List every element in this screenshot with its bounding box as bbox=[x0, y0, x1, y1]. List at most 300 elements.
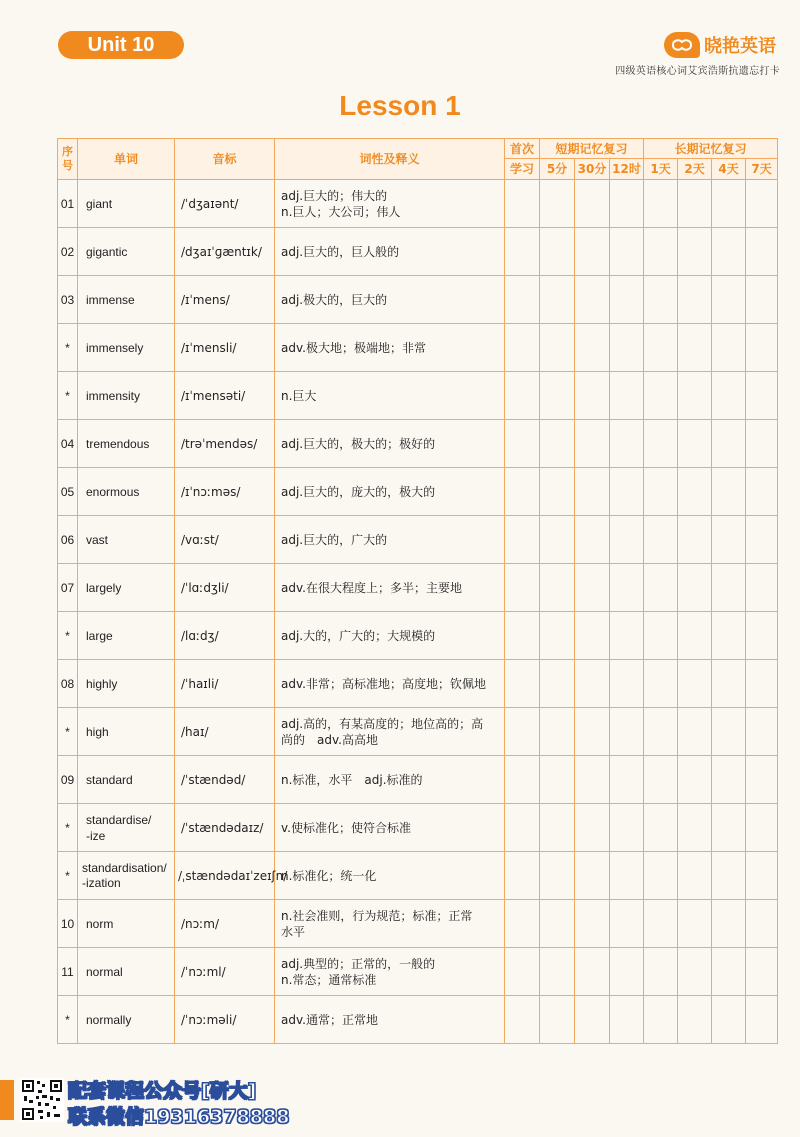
checkin-cell[interactable] bbox=[575, 612, 610, 660]
checkin-cell[interactable] bbox=[712, 900, 746, 948]
checkin-cell[interactable] bbox=[678, 852, 712, 900]
definition-line: adj.典型的；正常的，一般的 bbox=[281, 956, 436, 971]
checkin-cell[interactable] bbox=[746, 948, 778, 996]
checkin-cell[interactable] bbox=[505, 228, 540, 276]
checkin-cell[interactable] bbox=[575, 372, 610, 420]
checkin-cell[interactable] bbox=[678, 660, 712, 708]
checkin-cell[interactable] bbox=[644, 804, 678, 852]
table-row bbox=[58, 180, 778, 228]
table-row bbox=[58, 564, 778, 612]
checkin-cell[interactable] bbox=[746, 804, 778, 852]
definition-line: adv.极大地；极端地；非常 bbox=[281, 340, 426, 355]
word-text: enormous bbox=[86, 484, 140, 499]
checkin-cell[interactable] bbox=[610, 324, 644, 372]
row-number: 02 bbox=[58, 228, 78, 276]
checkin-cell[interactable] bbox=[575, 708, 610, 756]
definition-line: n.巨人；大公司；伟人 bbox=[281, 204, 401, 219]
checkin-cell[interactable] bbox=[746, 516, 778, 564]
row-phonetic: /dʒaɪˈɡæntɪk/ bbox=[175, 228, 275, 276]
checkin-cell[interactable] bbox=[575, 756, 610, 804]
definition-line: 尚的 adv.高高地 bbox=[281, 732, 378, 747]
checkin-cell[interactable] bbox=[540, 660, 575, 708]
row-word bbox=[78, 804, 175, 852]
row-number: 11 bbox=[58, 948, 78, 996]
checkin-cell[interactable] bbox=[575, 180, 610, 228]
checkin-cell[interactable] bbox=[712, 852, 746, 900]
checkin-cell[interactable] bbox=[644, 756, 678, 804]
row-definition bbox=[275, 468, 505, 516]
row-phonetic: /ˈdʒaɪənt/ bbox=[175, 180, 275, 228]
table-row bbox=[58, 804, 778, 852]
word-text: largely bbox=[86, 580, 122, 595]
checkin-cell[interactable] bbox=[540, 324, 575, 372]
checkin-cell[interactable] bbox=[712, 804, 746, 852]
definition-line: n.标准，水平 adj.标准的 bbox=[281, 772, 423, 787]
definition-line: adv.在很大程度上；多半；主要地 bbox=[281, 580, 462, 595]
checkin-cell[interactable] bbox=[746, 420, 778, 468]
checkin-cell[interactable] bbox=[505, 948, 540, 996]
unit-badge: Unit 10 bbox=[58, 31, 184, 59]
speech-bubble-logo-icon bbox=[664, 32, 700, 58]
table-row bbox=[58, 420, 778, 468]
row-phonetic: /ˈstændədaɪz/ bbox=[175, 804, 275, 852]
row-phonetic: /ɪˈnɔːməs/ bbox=[175, 468, 275, 516]
checkin-cell[interactable] bbox=[712, 516, 746, 564]
checkin-cell[interactable] bbox=[678, 948, 712, 996]
table-row bbox=[58, 276, 778, 324]
row-word bbox=[78, 612, 175, 660]
row-word bbox=[78, 468, 175, 516]
checkin-cell[interactable] bbox=[540, 228, 575, 276]
row-word bbox=[78, 180, 175, 228]
checkin-cell[interactable] bbox=[540, 948, 575, 996]
vocab-body bbox=[58, 180, 778, 1044]
definition-line: adj.巨大的；伟大的 bbox=[281, 188, 388, 203]
row-definition bbox=[275, 948, 505, 996]
word-text: normal bbox=[86, 964, 123, 979]
footer-promo-line1: 配套课程公众号[研大] bbox=[68, 1080, 257, 1102]
checkin-cell[interactable] bbox=[678, 228, 712, 276]
table-row bbox=[58, 660, 778, 708]
checkin-cell[interactable] bbox=[746, 756, 778, 804]
header-long-col: 2天 bbox=[678, 159, 712, 180]
checkin-cell[interactable] bbox=[575, 996, 610, 1044]
row-word bbox=[78, 900, 175, 948]
checkin-cell[interactable] bbox=[644, 420, 678, 468]
checkin-cell[interactable] bbox=[610, 516, 644, 564]
checkin-cell[interactable] bbox=[575, 564, 610, 612]
checkin-cell[interactable] bbox=[610, 756, 644, 804]
checkin-cell[interactable] bbox=[712, 276, 746, 324]
header-short-term: 短期记忆复习 bbox=[540, 139, 644, 159]
row-phonetic: /ˈhaɪli/ bbox=[175, 660, 275, 708]
row-number: 01 bbox=[58, 180, 78, 228]
checkin-cell[interactable] bbox=[575, 228, 610, 276]
vocab-table bbox=[57, 138, 778, 1044]
row-phonetic: /ɪˈmensəti/ bbox=[175, 372, 275, 420]
checkin-cell[interactable] bbox=[610, 180, 644, 228]
row-word bbox=[78, 372, 175, 420]
table-row bbox=[58, 900, 778, 948]
checkin-cell[interactable] bbox=[540, 564, 575, 612]
row-definition bbox=[275, 324, 505, 372]
checkin-cell[interactable] bbox=[644, 468, 678, 516]
checkin-cell[interactable] bbox=[575, 900, 610, 948]
row-definition bbox=[275, 516, 505, 564]
checkin-cell[interactable] bbox=[644, 228, 678, 276]
checkin-cell[interactable] bbox=[505, 756, 540, 804]
header-long-col: 4天 bbox=[712, 159, 746, 180]
checkin-cell[interactable] bbox=[712, 228, 746, 276]
checkin-cell[interactable] bbox=[678, 468, 712, 516]
checkin-cell[interactable] bbox=[712, 420, 746, 468]
checkin-cell[interactable] bbox=[746, 276, 778, 324]
row-number: 04 bbox=[58, 420, 78, 468]
checkin-cell[interactable] bbox=[610, 468, 644, 516]
checkin-cell[interactable] bbox=[540, 420, 575, 468]
checkin-cell[interactable] bbox=[505, 612, 540, 660]
checkin-cell[interactable] bbox=[540, 276, 575, 324]
row-definition bbox=[275, 228, 505, 276]
checkin-cell[interactable] bbox=[746, 468, 778, 516]
word-text: standard bbox=[86, 772, 133, 787]
row-definition bbox=[275, 372, 505, 420]
table-row bbox=[58, 948, 778, 996]
checkin-cell[interactable] bbox=[540, 468, 575, 516]
checkin-cell[interactable] bbox=[746, 180, 778, 228]
checkin-cell[interactable] bbox=[678, 900, 712, 948]
checkin-cell[interactable] bbox=[610, 852, 644, 900]
checkin-cell[interactable] bbox=[540, 756, 575, 804]
header-long-term: 长期记忆复习 bbox=[644, 139, 778, 159]
checkin-cell[interactable] bbox=[746, 564, 778, 612]
definition-line: n.标准化；统一化 bbox=[281, 868, 377, 883]
row-definition bbox=[275, 564, 505, 612]
checkin-cell[interactable] bbox=[644, 180, 678, 228]
row-number: * bbox=[58, 612, 78, 660]
row-word bbox=[78, 420, 175, 468]
checkin-cell[interactable] bbox=[575, 276, 610, 324]
checkin-cell[interactable] bbox=[505, 660, 540, 708]
row-definition bbox=[275, 420, 505, 468]
definition-line: 水平 bbox=[281, 924, 306, 939]
word-text: immense bbox=[86, 292, 135, 307]
qr-code-icon bbox=[20, 1078, 64, 1122]
checkin-cell[interactable] bbox=[540, 372, 575, 420]
row-phonetic: /haɪ/ bbox=[175, 708, 275, 756]
checkin-cell[interactable] bbox=[505, 996, 540, 1044]
checkin-cell[interactable] bbox=[575, 516, 610, 564]
row-word bbox=[78, 708, 175, 756]
checkin-cell[interactable] bbox=[610, 660, 644, 708]
checkin-cell[interactable] bbox=[678, 612, 712, 660]
checkin-cell[interactable] bbox=[678, 804, 712, 852]
checkin-cell[interactable] bbox=[746, 660, 778, 708]
word-text: immensity bbox=[86, 388, 141, 403]
checkin-cell[interactable] bbox=[575, 324, 610, 372]
header-first-sub: 学习 bbox=[505, 159, 540, 180]
word-text: gigantic bbox=[86, 244, 128, 259]
checkin-cell[interactable] bbox=[540, 180, 575, 228]
checkin-cell[interactable] bbox=[505, 276, 540, 324]
checkin-cell[interactable] bbox=[575, 420, 610, 468]
checkin-cell[interactable] bbox=[540, 900, 575, 948]
row-definition bbox=[275, 612, 505, 660]
row-definition bbox=[275, 804, 505, 852]
checkin-cell[interactable] bbox=[644, 612, 678, 660]
page-subtitle: 四级英语核心词艾宾浩斯抗遗忘打卡 bbox=[615, 66, 780, 77]
word-text: vast bbox=[86, 532, 109, 547]
checkin-cell[interactable] bbox=[644, 516, 678, 564]
header-word: 单词 bbox=[78, 139, 175, 180]
checkin-cell[interactable] bbox=[644, 852, 678, 900]
checkin-cell[interactable] bbox=[746, 612, 778, 660]
row-word bbox=[78, 276, 175, 324]
checkin-cell[interactable] bbox=[505, 468, 540, 516]
word-text: immensely bbox=[86, 340, 144, 355]
row-definition bbox=[275, 276, 505, 324]
checkin-cell[interactable] bbox=[712, 756, 746, 804]
table-row bbox=[58, 996, 778, 1044]
word-text: standardisation/ bbox=[82, 860, 167, 875]
row-number: * bbox=[58, 852, 78, 900]
checkin-cell[interactable] bbox=[505, 420, 540, 468]
checkin-cell[interactable] bbox=[678, 324, 712, 372]
word-text-variant: -ization bbox=[82, 875, 121, 890]
row-word bbox=[78, 996, 175, 1044]
row-phonetic: /vɑːst/ bbox=[175, 516, 275, 564]
checkin-cell[interactable] bbox=[644, 276, 678, 324]
word-text: highly bbox=[86, 676, 118, 691]
row-number: * bbox=[58, 804, 78, 852]
checkin-cell[interactable] bbox=[746, 708, 778, 756]
row-definition bbox=[275, 756, 505, 804]
definition-line: v.使标准化；使符合标准 bbox=[281, 820, 411, 835]
checkin-cell[interactable] bbox=[644, 660, 678, 708]
checkin-cell[interactable] bbox=[712, 996, 746, 1044]
checkin-cell[interactable] bbox=[610, 948, 644, 996]
checkin-cell[interactable] bbox=[540, 612, 575, 660]
header-definition: 词性及释义 bbox=[275, 139, 505, 180]
checkin-cell[interactable] bbox=[678, 420, 712, 468]
row-number: 06 bbox=[58, 516, 78, 564]
checkin-cell[interactable] bbox=[644, 372, 678, 420]
checkin-cell[interactable] bbox=[712, 564, 746, 612]
checkin-cell[interactable] bbox=[712, 468, 746, 516]
checkin-cell[interactable] bbox=[678, 996, 712, 1044]
checkin-cell[interactable] bbox=[746, 228, 778, 276]
definition-line: adj.大的，广大的；大规模的 bbox=[281, 628, 436, 643]
word-text: high bbox=[86, 724, 109, 739]
table-row bbox=[58, 228, 778, 276]
row-phonetic: /ˌstændədaɪˈzeɪʃn/ bbox=[175, 852, 275, 900]
row-word bbox=[78, 516, 175, 564]
checkin-cell[interactable] bbox=[678, 708, 712, 756]
table-row bbox=[58, 372, 778, 420]
header-long-col: 1天 bbox=[644, 159, 678, 180]
checkin-cell[interactable] bbox=[610, 372, 644, 420]
table-row bbox=[58, 516, 778, 564]
checkin-cell[interactable] bbox=[746, 996, 778, 1044]
checkin-cell[interactable] bbox=[540, 708, 575, 756]
definition-line: adv.非常；高标准地；高度地；钦佩地 bbox=[281, 676, 486, 691]
page-edge-tab bbox=[0, 1080, 14, 1120]
row-number: * bbox=[58, 372, 78, 420]
checkin-cell[interactable] bbox=[610, 564, 644, 612]
checkin-cell[interactable] bbox=[505, 180, 540, 228]
row-word bbox=[78, 228, 175, 276]
header-phonetic: 音标 bbox=[175, 139, 275, 180]
checkin-cell[interactable] bbox=[644, 708, 678, 756]
row-phonetic: /ɪˈmensli/ bbox=[175, 324, 275, 372]
checkin-cell[interactable] bbox=[746, 372, 778, 420]
checkin-cell[interactable] bbox=[712, 660, 746, 708]
word-text-variant: -ize bbox=[86, 828, 106, 843]
definition-line: adj.高的，有某高度的；地位高的；高 bbox=[281, 716, 484, 731]
header-first: 首次 bbox=[505, 139, 540, 159]
word-text: giant bbox=[86, 196, 113, 211]
definition-line: n.社会准则，行为规范；标准；正常 bbox=[281, 908, 473, 923]
checkin-cell[interactable] bbox=[505, 372, 540, 420]
footer-promo-line2: 联系微信19316378888 bbox=[68, 1106, 290, 1128]
row-number: 03 bbox=[58, 276, 78, 324]
word-text: tremendous bbox=[86, 436, 150, 451]
checkin-cell[interactable] bbox=[678, 756, 712, 804]
checkin-cell[interactable] bbox=[540, 804, 575, 852]
row-word bbox=[78, 852, 175, 900]
row-phonetic: /ɪˈmens/ bbox=[175, 276, 275, 324]
row-phonetic: /trəˈmendəs/ bbox=[175, 420, 275, 468]
checkin-cell[interactable] bbox=[505, 564, 540, 612]
checkin-cell[interactable] bbox=[540, 852, 575, 900]
checkin-cell[interactable] bbox=[678, 372, 712, 420]
row-phonetic: /lɑːdʒ/ bbox=[175, 612, 275, 660]
header-short-col: 30分 bbox=[575, 159, 610, 180]
checkin-cell[interactable] bbox=[678, 516, 712, 564]
checkin-cell[interactable] bbox=[540, 516, 575, 564]
definition-line: n.常态；通常标准 bbox=[281, 972, 377, 987]
checkin-cell[interactable] bbox=[644, 564, 678, 612]
checkin-cell[interactable] bbox=[575, 948, 610, 996]
row-definition bbox=[275, 852, 505, 900]
checkin-cell[interactable] bbox=[712, 708, 746, 756]
checkin-cell[interactable] bbox=[505, 324, 540, 372]
row-word bbox=[78, 660, 175, 708]
brand bbox=[664, 30, 776, 60]
checkin-cell[interactable] bbox=[712, 372, 746, 420]
row-word bbox=[78, 948, 175, 996]
row-word bbox=[78, 756, 175, 804]
row-word bbox=[78, 564, 175, 612]
checkin-cell[interactable] bbox=[644, 948, 678, 996]
checkin-cell[interactable] bbox=[746, 324, 778, 372]
row-definition bbox=[275, 708, 505, 756]
definition-line: adj.巨大的，极大的；极好的 bbox=[281, 436, 436, 451]
row-definition bbox=[275, 180, 505, 228]
checkin-cell[interactable] bbox=[610, 420, 644, 468]
checkin-cell[interactable] bbox=[644, 324, 678, 372]
definition-line: n.巨大 bbox=[281, 388, 317, 403]
word-text: standardise/ bbox=[86, 812, 152, 827]
checkin-cell[interactable] bbox=[610, 708, 644, 756]
checkin-cell[interactable] bbox=[712, 180, 746, 228]
row-number: * bbox=[58, 324, 78, 372]
word-text: normally bbox=[86, 1012, 132, 1027]
checkin-cell[interactable] bbox=[746, 852, 778, 900]
checkin-cell[interactable] bbox=[644, 900, 678, 948]
row-number: * bbox=[58, 708, 78, 756]
lesson-title: Lesson 1 bbox=[339, 90, 461, 121]
checkin-cell[interactable] bbox=[505, 852, 540, 900]
checkin-cell[interactable] bbox=[575, 468, 610, 516]
row-definition bbox=[275, 996, 505, 1044]
checkin-cell[interactable] bbox=[712, 612, 746, 660]
row-phonetic: /ˈnɔːml/ bbox=[175, 948, 275, 996]
row-definition bbox=[275, 900, 505, 948]
header-short-col: 5分 bbox=[540, 159, 575, 180]
row-phonetic: /ˈlɑːdʒli/ bbox=[175, 564, 275, 612]
checkin-cell[interactable] bbox=[575, 804, 610, 852]
checkin-cell[interactable] bbox=[678, 180, 712, 228]
checkin-cell[interactable] bbox=[610, 228, 644, 276]
checkin-cell[interactable] bbox=[746, 900, 778, 948]
table-row bbox=[58, 852, 778, 900]
word-text: large bbox=[86, 628, 113, 643]
row-phonetic: /ˈstændəd/ bbox=[175, 756, 275, 804]
checkin-cell[interactable] bbox=[505, 708, 540, 756]
table-row bbox=[58, 708, 778, 756]
table-row bbox=[58, 756, 778, 804]
definition-line: adj.极大的，巨大的 bbox=[281, 292, 388, 307]
header-short-col: 12时 bbox=[610, 159, 644, 180]
row-word bbox=[78, 324, 175, 372]
table-row bbox=[58, 468, 778, 516]
row-number: 08 bbox=[58, 660, 78, 708]
checkin-cell[interactable] bbox=[540, 996, 575, 1044]
row-phonetic: /nɔːm/ bbox=[175, 900, 275, 948]
checkin-cell[interactable] bbox=[678, 564, 712, 612]
row-number: * bbox=[58, 996, 78, 1044]
checkin-cell[interactable] bbox=[505, 900, 540, 948]
checkin-cell[interactable] bbox=[610, 612, 644, 660]
word-text: norm bbox=[86, 916, 114, 931]
checkin-cell[interactable] bbox=[712, 324, 746, 372]
checkin-cell[interactable] bbox=[575, 660, 610, 708]
checkin-cell[interactable] bbox=[610, 276, 644, 324]
checkin-cell[interactable] bbox=[505, 516, 540, 564]
row-definition bbox=[275, 660, 505, 708]
checkin-cell[interactable] bbox=[678, 276, 712, 324]
table-row bbox=[58, 612, 778, 660]
checkin-cell[interactable] bbox=[575, 852, 610, 900]
table-row bbox=[58, 324, 778, 372]
checkin-cell[interactable] bbox=[610, 900, 644, 948]
definition-line: adj.巨大的，巨人般的 bbox=[281, 244, 400, 259]
checkin-cell[interactable] bbox=[610, 996, 644, 1044]
brand-name: 晓艳英语 bbox=[704, 36, 776, 57]
row-number: 10 bbox=[58, 900, 78, 948]
checkin-cell[interactable] bbox=[505, 804, 540, 852]
definition-line: adv.通常；正常地 bbox=[281, 1012, 378, 1027]
row-number: 07 bbox=[58, 564, 78, 612]
definition-line: adj.巨大的，庞大的，极大的 bbox=[281, 484, 436, 499]
checkin-cell[interactable] bbox=[610, 804, 644, 852]
definition-line: adj.巨大的，广大的 bbox=[281, 532, 388, 547]
row-number: 05 bbox=[58, 468, 78, 516]
checkin-cell[interactable] bbox=[644, 996, 678, 1044]
row-number: 09 bbox=[58, 756, 78, 804]
checkin-cell[interactable] bbox=[712, 948, 746, 996]
